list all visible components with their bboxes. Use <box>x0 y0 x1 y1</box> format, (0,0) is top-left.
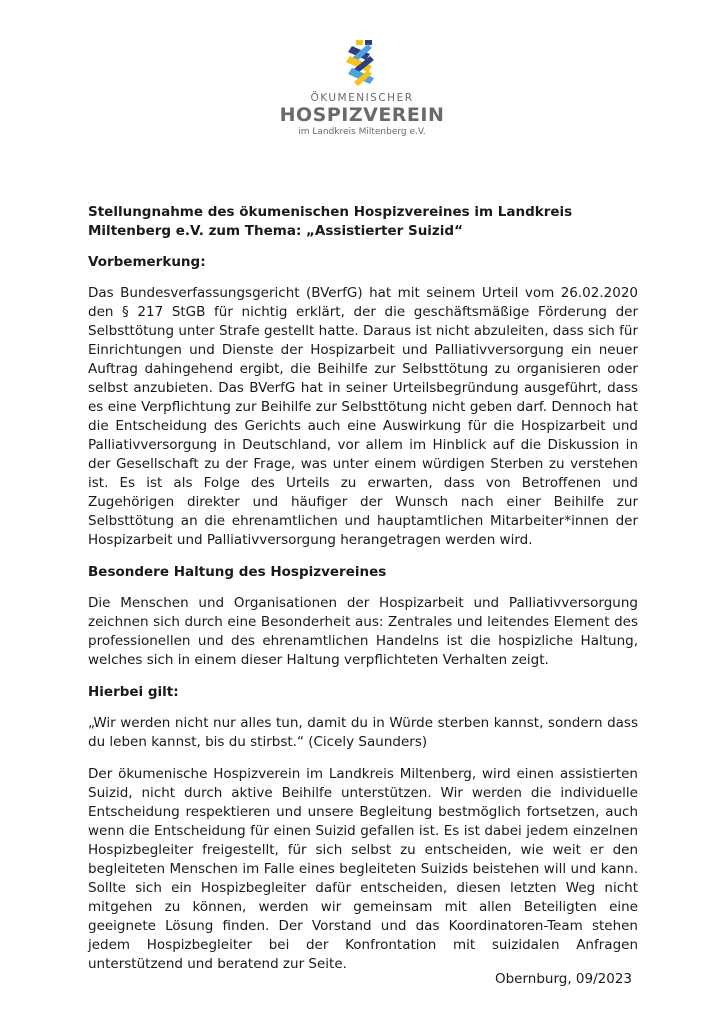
rule-heading: Hierbei gilt: <box>88 684 179 700</box>
quote-paragraph: „Wir werden nicht nur alles tun, damit du in Würde sterben kannst, sondern dass du leben kannst, bis du stirbst.“ (Cicely Saunders) <box>88 715 638 750</box>
attitude-paragraph: Die Menschen und Organisationen der Hospizarbeit und Palliativversorgung zeichnen sich durch eine Besonderheit aus: Zentrales und leitendes Element des professionellen und des ehrenamtlichen Handelns ist die hospizliche Haltung, welches sich in einem dieser Haltung verpflichteten Verhalten zeigt. <box>88 595 638 668</box>
preface-paragraph: Das Bundesverfassungsgericht (BVerfG) hat mit seinem Urteil vom 26.02.2020 den § 217 StGB für nichtig erklärt, der die geschäftsmäßige Förderung der Selbsttötung unter Strafe gestellt hatte. Daraus ist nicht abzuleiten, dass sich für Einrichtungen und Dienste der Hospizarbeit und Palliativversorgung ein neuer Auftrag dahingehend ergibt, die Beihilfe zur Selbsttötung zu organisieren oder selbst anzubieten. Das BVerfG hat in seiner Urteilsbegründung ausgeführt, dass es eine Verpflichtung zur Beihilfe zur Selbsttötung nicht geben darf. Dennoch hat die Entscheidung des Gerichts auch eine Auswirkung für die Hospizarbeit und Palliativversorgung in Deutschland, vor allem im Hinblick auf die Diskussion in der Gesellschaft zu der Frage, was unter einem würdigen Sterben zu verstehen ist. Es ist als Folge des Urteils zu erwarten, dass von Betroffenen und Zugehörigen direkter und häufiger der Wunsch nach einer Beihilfe zur Selbsttötung an die ehrenamtlichen und hauptamtlichen Mitarbeiter*innen der Hospizarbeit und Palliativversorgung herangetragen werden wird. <box>88 285 638 548</box>
preface-heading: Vorbemerkung: <box>88 254 206 270</box>
place-date: Obernburg, 09/2023 <box>494 971 632 987</box>
logo-text-main: HOSPIZVEREIN <box>279 104 445 126</box>
document-title: Stellungnahme des ökumenischen Hospizvereines im Landkreis Miltenberg e.V. zum Thema: „Assistierter Suizid“ <box>88 204 573 239</box>
attitude-heading: Besondere Haltung des Hospizvereines <box>88 564 387 580</box>
document-body <box>88 203 638 987</box>
closing-paragraph: Der ökumenische Hospizverein im Landkreis Miltenberg, wird einen assistierten Suizid, nicht durch aktive Beihilfe unterstützen. Wir werden die individuelle Entscheidung respektieren und unsere Begleitung bestmöglich fortsetzen, auch wenn die Entscheidung für einen Suizid gefallen ist. Es ist dabei jedem einzelnen Hospizbegleiter freigestellt, für sich selbst zu entscheiden, wie weit er den begleiteten Menschen im Falle eines begleiteten Suizids beistehen will und kann. Sollte sich ein Hospizbegleiter dafür entscheiden, diesen letzten Weg nicht mitgehen zu können, werden wir gemeinsam mit allen Beteiligten eine geeignete Lösung finden. Der Vorstand und das Koordinatoren-Team stehen jedem Hospizbegleiter bei der Konfrontation mit suizidalen Anfragen unterstützend und beratend zur Seite. <box>88 766 638 972</box>
organization-logo <box>0 40 724 138</box>
logo-text-top: ÖKUMENISCHER <box>310 92 414 104</box>
logo-icon <box>332 40 392 86</box>
logo-text-sub: im Landkreis Miltenberg e.V. <box>298 127 426 137</box>
